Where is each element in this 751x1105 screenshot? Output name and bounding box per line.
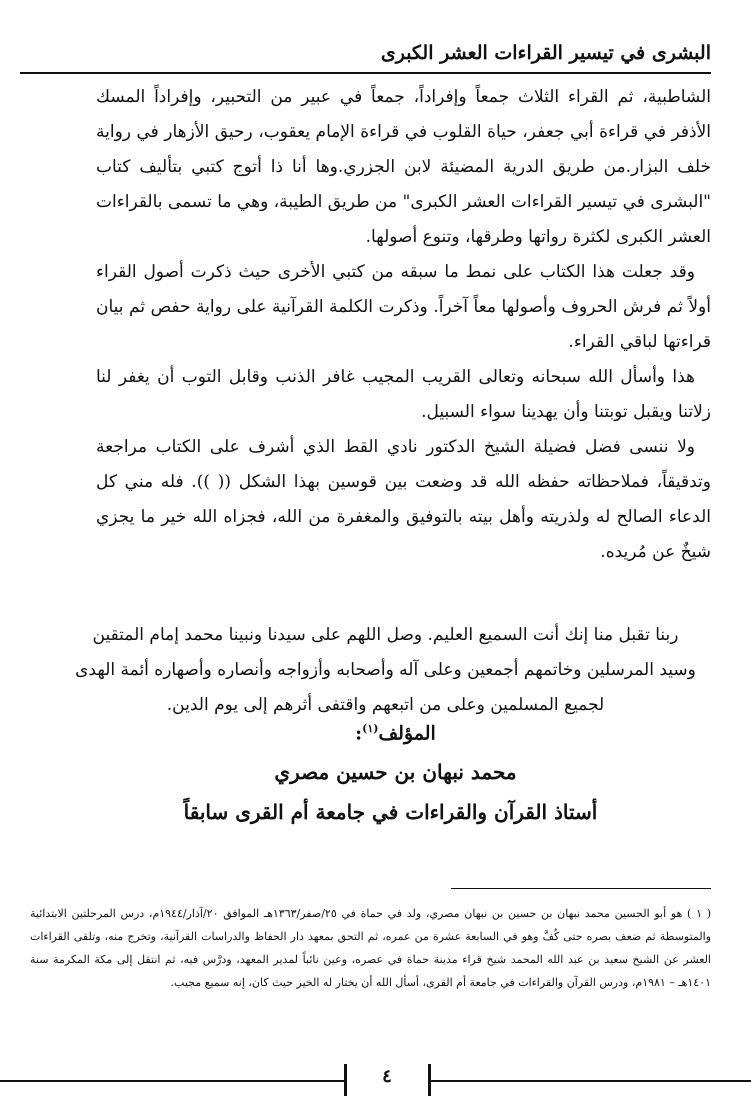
paragraph-3: هذا وأسأل الله سبحانه وتعالى القريب المجيب غافر الذنب وقابل التوب أن يغفر لنا زلاتنا ويقبل توبتنا وأن يهدينا سواء السبيل. (96, 367, 711, 422)
closing-prayer (60, 618, 711, 723)
page-footer (0, 1060, 751, 1100)
footnote: ( ١ ) هو أبو الحسين محمد نبهان بن حسين بن نبهان مصري، ولد في حماة في ٢٥/صفر/١٣٦٣هـ الموافق ٢٠/آذار/١٩٤٤م، درس المرحلتين الابتدائية والمتوسطة ثم ضعف بصره حتى كُفَّ وهو في السابعة عشرة من عمره، ثم التحق بمعهد دار الحفاظ والدراسات القرآنية، وتخرج منه، وتلقى القراءات العشر عن الشيخ سعيد بن عبد الله المحمد شيخ قراء مدينة حماة في عصره، وعين نائباً لمدير المعهد، ودرَّس فيه، ثم انتقل إلى مكة المكرمة سنة ١٤٠١هـ – ١٩٨١م، ودرس القرآن والقراءات في جامعة أم القرى، أسأل الله أن يختار له الخير حيث كان، إنه سميع مجيب. (30, 907, 711, 989)
paragraph-4: ولا ننسى فضل فضيلة الشيخ الدكتور نادي القط الذي أشرف على الكتاب مراجعة وتدقيقاً، فملاحظاته حفظه الله قد وضعت بين قوسين بهذا الشكل (( )). فله مني كل الدعاء الصالح له ولذريته وأهل بيته بالتوفيق والمغفرة من الله، فجزاه الله خير ما يجزي شيخٌ عن مُريده. (96, 437, 711, 562)
book-title: البشرى في تيسير القراءات العشر الكبرى (380, 42, 711, 64)
main-text (96, 80, 711, 570)
page-number: ٤ (382, 1066, 392, 1087)
paragraph-2: وقد جعلت هذا الكتاب على نمط ما سبقه من كتبي الأخرى حيث ذكرت أصول القراء أولاً ثم فرش الحروف وأصولها معاً آخراً. وذكرت الكلمة القرآنية على رواية حفص ثم بيان قراءتها لباقي القراء. (96, 262, 711, 352)
closing-line-1: ربنا تقبل منا إنك أنت السميع العليم. وصل اللهم على سيدنا ونبينا محمد إمام المتقين (92, 625, 679, 645)
paragraph-1: الشاطبية، ثم القراء الثلاث جمعاً وإفراداً، جمعاً في عبير من التحبير، وإفراداً المسك الأذفر في قراءة أبي جعفر، حياة القلوب في قراءة الإمام يعقوب، رحيق الأزهار في رواية خلف البزار.من طريق الدرية المضيئة لابن الجزري.وها أنا ذا أتوج كتبي بتأليف كتاب "البشرى في تيسير القراءات العشر الكبرى" من طريق الطيبة، وهي ما تسمى بالقراءات العشر الكبرى لكثرة رواتها وطرقها، وتنوع أصولها. (96, 87, 711, 247)
footnote-separator (451, 888, 711, 889)
closing-line-3: لجميع المسلمين وعلى من اتبعهم واقتفى أثرهم إلى يوم الدين. (166, 695, 605, 715)
closing-line-2: وسيد المرسلين وخاتمهم أجمعين وعلى آله وأصحابه وأزواجه وأنصاره وأصهاره أئمة الهدى (75, 660, 696, 680)
author-colon: : (355, 722, 363, 745)
running-header (20, 34, 711, 74)
author-title: أستاذ القرآن والقراءات في جامعة أم القرى سابقاً (183, 800, 598, 824)
footer-bar-left (344, 1064, 347, 1096)
author-label-text: المؤلف (378, 722, 436, 745)
footer-rule-right (428, 1080, 751, 1082)
footnote-marker: (١) (362, 722, 379, 735)
author-name: محمد نبهان بن حسين مصري (274, 760, 517, 784)
footer-rule-left (0, 1080, 346, 1082)
author-label (0, 722, 751, 744)
header-rule (20, 72, 711, 74)
